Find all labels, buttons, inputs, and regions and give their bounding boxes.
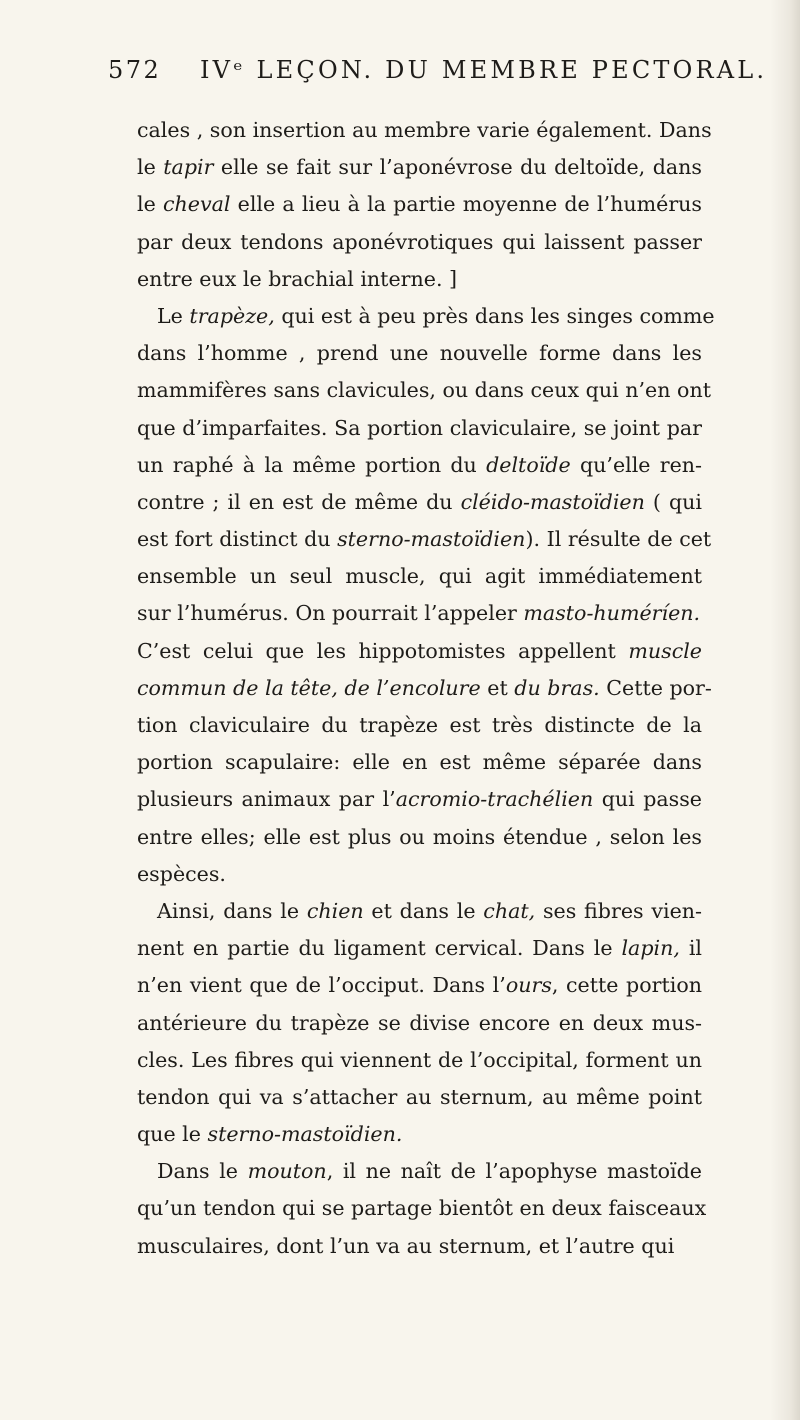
text-run: entre eux le brachial interne. ]	[137, 266, 458, 291]
text-run: elle a lieu à la partie moyenne de l’humérus	[230, 192, 702, 217]
text-run: Cette por-	[599, 675, 712, 700]
text-run: Le	[157, 303, 190, 328]
text-line	[137, 372, 711, 409]
italic-term: sterno-mastoïdien	[337, 527, 526, 552]
text-line	[137, 893, 702, 930]
text-line	[137, 1042, 702, 1079]
text-line	[137, 1116, 702, 1153]
italic-term: cléido-mastoïdien	[460, 489, 645, 514]
text-line	[137, 707, 702, 744]
page-header	[108, 56, 768, 90]
text-line	[137, 484, 702, 521]
text-run: musculaires, dont l’un va au sternum, et l’autre qui	[137, 1233, 675, 1258]
text-run: ensemble un seul muscle, qui agit immédiatement	[137, 564, 702, 589]
text-run: ). Il résulte de cet	[525, 527, 712, 552]
italic-term: trapèze,	[189, 303, 275, 328]
italic-term: mouton	[247, 1159, 327, 1184]
body-text	[137, 112, 715, 1265]
text-line	[137, 1153, 702, 1190]
text-line	[137, 298, 715, 335]
text-run: espèces.	[137, 861, 226, 886]
text-line	[137, 744, 702, 781]
text-run: dans l’homme , prend une nouvelle forme dans les	[137, 341, 702, 366]
text-run: il	[679, 936, 702, 961]
page-number: 572	[108, 56, 162, 84]
italic-term: chat,	[483, 898, 536, 923]
text-line	[137, 595, 702, 632]
text-run: portion scapulaire: elle en est même séparée dans	[137, 750, 702, 775]
text-run: par deux tendons aponévrotiques qui laissent passer	[137, 229, 702, 254]
text-run: C’est celui que les hippotomistes appellent	[137, 638, 629, 663]
text-run: qui passe	[593, 787, 702, 812]
text-line	[137, 819, 702, 856]
italic-term: masto-huméríen.	[523, 601, 701, 626]
text-run: antérieure du trapèze se divise encore en deux mus-	[137, 1010, 702, 1035]
text-line	[137, 1079, 702, 1116]
text-run: mammifères sans clavicules, ou dans ceux qui n’en ont	[137, 378, 711, 403]
text-line	[137, 967, 702, 1004]
text-run: tion claviculaire du trapèze est très distincte de la	[137, 713, 702, 737]
text-run: cles. Les fibres qui viennent de l’occipital, forment un	[137, 1047, 702, 1072]
running-head: IVᵉ LEÇON. DU MEMBRE PECTORAL.	[200, 56, 768, 84]
text-run: et	[480, 675, 515, 700]
text-run: qui est à peu près dans les singes comme	[274, 303, 715, 328]
italic-term: cheval	[162, 192, 231, 217]
italic-term: ours	[505, 973, 552, 998]
italic-term: chien	[306, 898, 364, 923]
text-line	[137, 1228, 702, 1265]
text-line	[137, 149, 702, 186]
text-line	[137, 856, 702, 893]
text-line	[137, 112, 712, 149]
text-run: que d’imparfaites. Sa portion claviculaire, se joint par	[137, 415, 702, 440]
text-run: est fort distinct du	[137, 527, 338, 552]
text-run: le	[137, 192, 163, 217]
text-run: elle se fait sur l’aponévrose du deltoïde, dans	[213, 155, 702, 180]
italic-term: commun de la tête, de l’encolure	[137, 675, 481, 700]
text-line	[137, 261, 702, 298]
text-run: cales , son insertion au membre varie également. Dans	[137, 118, 712, 142]
italic-term: muscle	[628, 638, 702, 663]
text-run: qu’elle ren-	[570, 452, 703, 477]
text-run: le	[137, 155, 164, 180]
text-run: qu’un tendon qui se partage bientôt en deux faisceaux	[137, 1196, 707, 1221]
text-line	[137, 670, 712, 707]
italic-term: acromio-trachélien	[395, 787, 594, 812]
text-line	[137, 521, 712, 558]
italic-term: deltoïde	[486, 452, 571, 477]
text-run: ( qui	[644, 489, 702, 514]
text-line	[137, 930, 702, 967]
italic-term: tapir	[163, 155, 214, 180]
text-line	[137, 633, 702, 670]
text-run: nent en partie du ligament cervical. Dans le	[137, 936, 622, 961]
text-line	[137, 558, 702, 595]
text-run: Ainsi, dans le	[157, 898, 307, 923]
text-line	[137, 335, 702, 372]
text-line	[137, 1190, 707, 1227]
text-line	[137, 224, 702, 261]
italic-term: lapin,	[621, 936, 680, 961]
text-run: que le	[137, 1122, 208, 1147]
italic-term: du bras.	[514, 675, 600, 700]
text-run: ses fibres vien-	[535, 898, 702, 923]
text-run: n’en vient que de l’occiput. Dans l’	[137, 973, 506, 998]
text-run: entre elles; elle est plus ou moins étendue , selon les	[137, 824, 702, 849]
text-line	[137, 410, 702, 447]
text-run: contre ; il en est de même du	[137, 489, 461, 514]
text-line	[137, 781, 702, 818]
text-run: tendon qui va s’attacher au sternum, au même point	[137, 1084, 702, 1109]
text-run: , il ne naît de l’apophyse mastoïde	[326, 1159, 702, 1184]
text-run: un raphé à la même portion du	[137, 452, 487, 477]
text-run: Dans le	[157, 1159, 248, 1184]
text-run: sur l’humérus. On pourrait l’appeler	[137, 601, 524, 626]
text-line	[137, 186, 702, 223]
italic-term: sterno-mastoïdien.	[207, 1122, 403, 1147]
text-run: plusieurs animaux par l’	[137, 787, 396, 812]
text-line	[137, 447, 702, 484]
text-line	[137, 1005, 702, 1042]
text-run: , cette portion	[551, 973, 702, 998]
text-run: et dans le	[363, 898, 484, 923]
